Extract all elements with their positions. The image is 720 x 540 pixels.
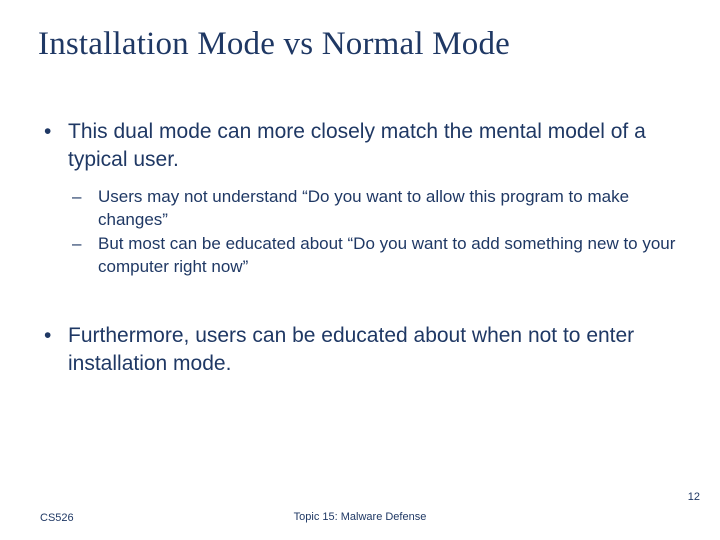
- slide-body: [36, 118, 692, 381]
- dash-marker-icon: –: [72, 186, 82, 206]
- list-item: [36, 118, 692, 174]
- list-item: [72, 233, 692, 279]
- page-title: Installation Mode vs Normal Mode: [38, 26, 510, 62]
- list-item-text: But most can be educated about “Do you want to add something new to your computer right now”: [98, 233, 676, 276]
- list-item: [72, 186, 692, 232]
- sub-list: [72, 186, 692, 279]
- footer-course-code: CS526: [40, 512, 74, 524]
- list-item-text: Users may not understand “Do you want to allow this program to make changes”: [98, 186, 630, 229]
- footer-topic: Topic 15: Malware Defense: [293, 511, 427, 523]
- bullet-marker-icon: •: [44, 120, 52, 143]
- bullet-marker-icon: •: [44, 323, 52, 347]
- list-item-text: Furthermore, users can be educated about when not to enter installation mode.: [68, 323, 635, 375]
- spacer: [36, 280, 692, 322]
- list-item: [36, 322, 692, 378]
- page-number: 12: [687, 491, 700, 503]
- dash-marker-icon: –: [72, 233, 82, 253]
- list-item-text: This dual mode can more closely match the mental model of a typical user.: [68, 120, 646, 171]
